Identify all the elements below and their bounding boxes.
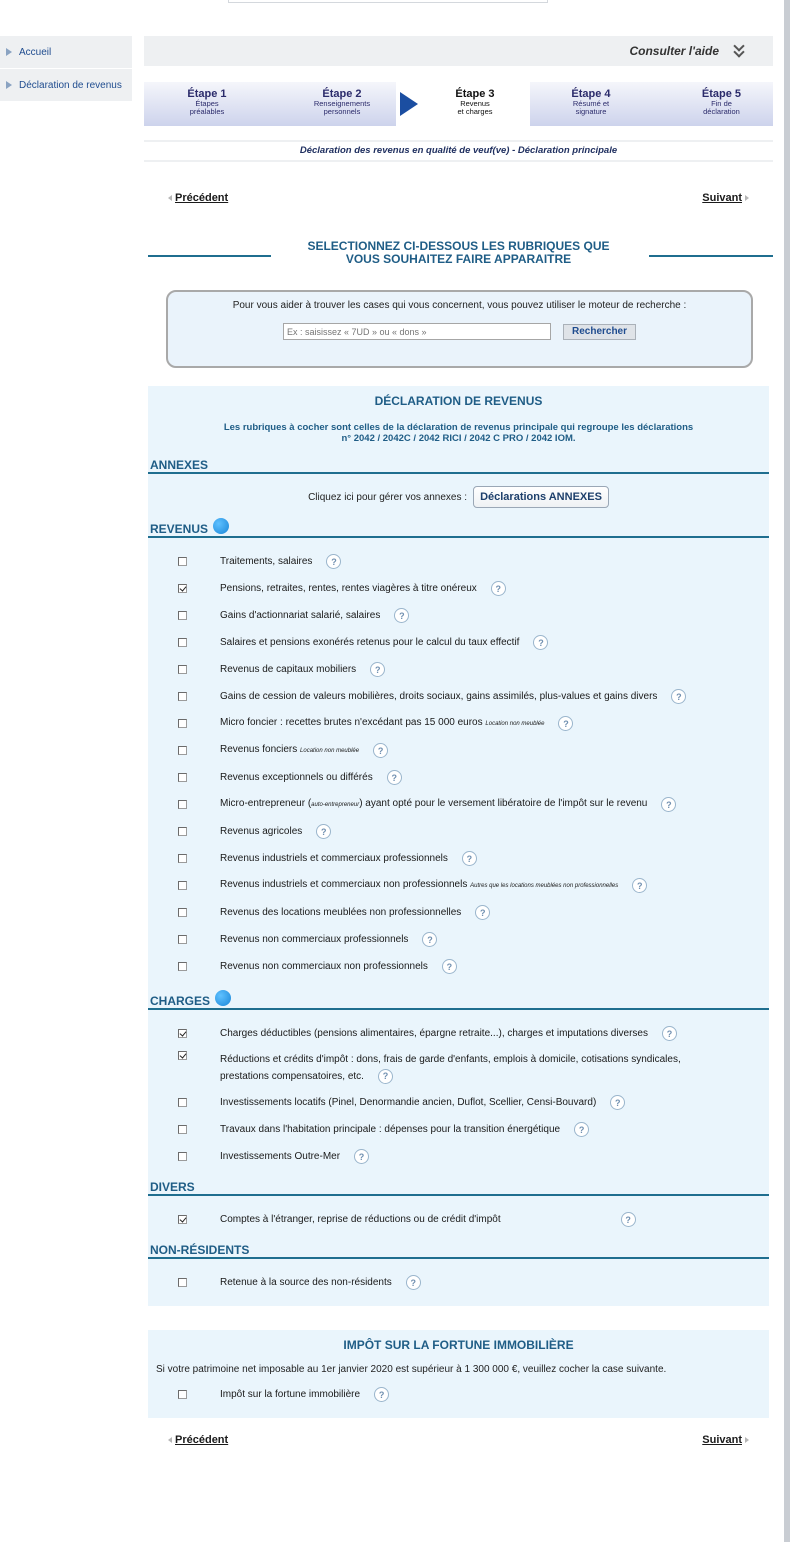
help-bar [144,36,773,66]
divider [148,255,271,257]
help-question-icon[interactable]: ? [373,743,388,758]
rubrique-label-text: Investissements Outre-Mer [220,1151,341,1162]
help-question-icon[interactable]: ? [394,608,409,623]
rubrique-label-note: Autres que les locations meublées non professionnelles [470,883,619,889]
checkbox-row [148,1206,769,1233]
scrollbar[interactable] [784,0,790,1542]
checkbox-row [148,1116,769,1143]
annexes-text: Cliquez ici pour gérer vos annexes : [308,491,468,503]
select-title-line1: SELECTIONNEZ CI-DESSOUS LES RUBRIQUES QUE [307,239,610,253]
revenus-title: REVENUS [150,522,209,536]
rubrique-label-text: Revenus non commerciaux professionnels [220,934,409,945]
nav-item-label: Accueil [19,46,52,58]
rubrique-checkbox[interactable] [178,935,187,944]
help-question-icon[interactable]: ? [354,1149,369,1164]
help-question-icon[interactable]: ? [374,1387,389,1402]
checkbox-row [148,737,769,764]
ifi-label-text: Impôt sur la fortune immobilière [220,1389,361,1400]
info-bubble-icon[interactable] [213,518,229,534]
rubrique-label-text: Pensions, retraites, rentes, rentes viagères à titre onéreux [220,583,477,594]
checkbox-row [148,1269,769,1296]
rubrique-checkbox[interactable] [178,584,187,593]
ifi-label [220,1386,360,1403]
search-box [166,290,753,368]
rubrique-label-small: auto-entrepreneur [311,802,360,808]
next-link[interactable] [702,1434,749,1446]
declaration-description [148,422,769,444]
rubrique-label-text: Traitements, salaires [220,556,313,567]
nav-item-accueil[interactable] [0,36,132,68]
rubrique-label-text: Investissements locatifs (Pinel, Denormandie ancien, Duflot, Scellier, Censi-Bouvard) [220,1097,597,1108]
rubrique-label [220,1121,560,1138]
rubrique-label [220,580,477,597]
select-title [144,240,773,270]
rubrique-checkbox[interactable] [178,1215,187,1224]
help-question-icon[interactable]: ? [370,662,385,677]
annexes-heading [148,458,769,474]
rubrique-label-text: Revenus fonciers [220,744,298,755]
next-label: Suivant [702,1434,742,1446]
rubrique-checkbox[interactable] [178,1029,187,1038]
rubrique-label [220,1211,501,1228]
step-subtitle: préalables [189,107,225,116]
charges-heading [148,994,769,1010]
help-question-icon[interactable]: ? [574,1122,589,1137]
rubrique-label [220,795,647,814]
declaration-title: DÉCLARATION DE REVENUS [374,394,543,408]
revenus-section [148,522,769,990]
help-question-icon[interactable]: ? [406,1275,421,1290]
rubrique-label [220,634,519,651]
rubrique-checkbox[interactable] [178,665,187,674]
rubrique-label-text: Salaires et pensions exonérés retenus pour le calcul du taux effectif [220,637,520,648]
help-question-icon[interactable]: ? [662,1026,677,1041]
checkbox-row [148,845,769,872]
checkbox-row [148,818,769,845]
rubrique-checkbox[interactable] [178,746,187,755]
triangle-left-icon [168,195,172,201]
step-title: Étape 5 [701,88,742,100]
checkbox-row [148,683,769,710]
rubrique-label [220,714,544,733]
previous-label: Précédent [175,192,229,204]
rubrique-checkbox[interactable] [178,773,187,782]
rubrique-label-part: ) ayant opté pour le versement libératoire de l'impôt sur le revenu [359,798,648,809]
rubrique-label-text: Revenus de capitaux mobiliers [220,664,357,675]
rubrique-label [220,1274,392,1291]
rubrique-checkbox[interactable] [178,908,187,917]
triangle-right-icon [745,1437,749,1443]
rubrique-checkbox[interactable] [178,827,187,836]
rubrique-label [220,1025,648,1042]
checkbox-row [148,548,769,575]
charges-title: CHARGES [150,994,211,1008]
help-question-icon[interactable]: ? [387,770,402,785]
annexes-row [148,486,769,508]
annexes-button[interactable]: Déclarations ANNEXES [473,486,609,508]
help-question-icon[interactable]: ? [491,581,506,596]
step-progress [144,82,773,126]
pager-bottom [144,1434,773,1450]
rubrique-label-line2: prestations compensatoires, etc. [220,1071,364,1082]
step-3-current [420,82,530,126]
rubrique-label [220,904,461,921]
rubrique-label [220,876,618,895]
non-residents-list [148,1259,769,1306]
checkbox-row [148,953,769,980]
rubrique-label-part: Micro-entrepreneur ( [220,798,312,809]
checkbox-row [148,791,769,818]
ifi-title: IMPÔT SUR LA FORTUNE IMMOBILIÈRE [343,1338,574,1352]
rubrique-checkbox[interactable] [178,719,187,728]
checkbox-row [148,629,769,656]
help-question-icon[interactable]: ? [378,1069,393,1084]
triangle-right-icon [745,195,749,201]
rubrique-checkbox[interactable] [178,1125,187,1134]
rubrique-checkbox[interactable] [178,557,187,566]
checkbox-row [148,926,769,953]
ifi-list [148,1375,769,1408]
rubrique-label-text: Revenus non commerciaux non professionnels [220,961,428,972]
checkbox-row [148,1143,769,1170]
nav-item-label: Déclaration de revenus [19,79,122,91]
step-title: Étape 4 [571,88,611,100]
triangle-right-icon [6,81,12,89]
rubrique-label [220,769,373,786]
info-bubble-icon[interactable] [215,990,231,1006]
checkbox-row [148,575,769,602]
checkbox-row [148,872,769,899]
step-title: Étape 1 [187,88,227,100]
select-title-line2: VOUS SOUHAITEZ FAIRE APPARAITRE [345,252,572,266]
previous-link[interactable] [168,1434,228,1446]
rubrique-checkbox[interactable] [178,638,187,647]
rubrique-label-text: Revenus exceptionnels ou différés [220,772,373,783]
checkbox-row [148,764,769,791]
step-title: Étape 3 [455,88,495,100]
help-question-icon[interactable]: ? [558,716,573,731]
rubrique-checkbox[interactable] [178,800,187,809]
next-label: Suivant [702,192,742,204]
help-question-icon[interactable]: ? [316,824,331,839]
divers-section [148,1180,769,1243]
rubrique-label-text: Gains de cession de valeurs mobilières, droits sociaux, gains assimilés, plus-values et gains divers [220,691,658,702]
rubrique-checkbox[interactable] [178,854,187,863]
rubrique-label-text: Micro foncier : recettes brutes n'excédant pas 15 000 euros [220,717,483,728]
rubrique-label [220,1148,340,1165]
previous-label: Précédent [175,1434,229,1446]
checkbox-row [148,899,769,926]
step-subtitle: Renseignements [313,99,371,108]
search-button[interactable]: Rechercher [563,324,636,340]
rubrique-checkbox[interactable] [178,1051,187,1060]
rubrique-label [220,1051,681,1085]
charges-list [148,1010,769,1180]
non-residents-section [148,1243,769,1306]
declaration-desc-line2: n° 2042 / 2042C / 2042 RICI / 2042 C PRO / 2042 IOM. [341,433,576,444]
declaration-panel [148,386,769,1306]
rubrique-label-text: Revenus des locations meublées non professionnelles [220,907,462,918]
help-question-icon[interactable]: ? [533,635,548,650]
help-question-icon[interactable]: ? [621,1212,636,1227]
help-question-icon[interactable]: ? [632,878,647,893]
rubrique-checkbox[interactable] [178,1098,187,1107]
step-subtitle: déclaration [703,107,740,116]
step-5 [652,82,773,126]
rubrique-label [220,607,380,624]
step-subtitle: et charges [457,107,493,116]
main-content [144,36,773,1450]
rubrique-checkbox[interactable] [178,611,187,620]
step-subtitle: Étapes [195,99,219,108]
help-question-icon[interactable]: ? [475,905,490,920]
current-step-arrow-icon [400,92,418,116]
rubrique-label [220,850,448,867]
annexes-title: ANNEXES [150,458,209,472]
help-question-icon[interactable]: ? [422,932,437,947]
triangle-left-icon [168,1437,172,1443]
step-4 [530,82,652,126]
step-title: Étape 2 [322,88,362,100]
step-subtitle: Revenus [460,99,490,108]
checkbox-row [148,710,769,737]
help-question-icon[interactable]: ? [462,851,477,866]
rubrique-label-text: Comptes à l'étranger, reprise de réductions ou de crédit d'impôt [220,1214,501,1225]
rubrique-checkbox[interactable] [178,692,187,701]
divers-heading [148,1180,769,1196]
help-question-icon[interactable]: ? [326,554,341,569]
rubrique-label [220,931,408,948]
checkbox-row [148,1047,769,1089]
help-question-icon[interactable]: ? [661,797,676,812]
declaration-banner: Déclaration des revenus en qualité de veuf(ve) - Déclaration principale [144,140,773,162]
search-input[interactable] [283,323,551,340]
rubrique-label-text: Gains d'actionnariat salarié, salaires [220,610,381,621]
help-question-icon[interactable]: ? [671,689,686,704]
step-2 [270,82,396,126]
help-question-icon[interactable]: ? [610,1095,625,1110]
search-row [168,323,751,340]
next-link[interactable] [702,192,749,204]
rubrique-label [220,553,312,570]
rubrique-label-text: Revenus industriels et commerciaux non professionnels [220,879,468,890]
revenus-heading [148,522,769,538]
rubrique-label [220,823,302,840]
nav-item-declaration[interactable] [0,69,132,101]
non-residents-title: NON-RÉSIDENTS [150,1243,250,1257]
rubrique-label-text: Charges déductibles (pensions alimentaires, épargne retraite...), charges et imputations diverses [220,1028,648,1039]
rubrique-checkbox[interactable] [178,1152,187,1161]
step-subtitle: personnels [323,107,361,116]
ifi-panel [148,1330,769,1418]
ifi-text: Si votre patrimoine net imposable au 1er janvier 2020 est supérieur à 1 300 000 €, veuillez cocher la case suivante. [156,1364,667,1375]
rubrique-label [220,688,657,705]
step-1 [144,82,270,126]
rubrique-label-line1: Réductions et crédits d'impôt : dons, frais de garde d'enfants, emplois à domicile, cotisations syndicales, [220,1054,681,1065]
top-tab-edge [228,0,548,3]
divider [649,255,773,257]
rubrique-checkbox[interactable] [178,1278,187,1287]
pager-top [144,192,773,208]
rubrique-label-text: Revenus industriels et commerciaux professionnels [220,853,448,864]
rubrique-checkbox[interactable] [178,881,187,890]
help-question-icon[interactable]: ? [442,959,457,974]
checkbox-row [148,1020,769,1047]
step-subtitle: Résumé et [572,99,610,108]
annexes-section [148,458,769,508]
rubrique-label-text: Revenus agricoles [220,826,303,837]
divers-list [148,1196,769,1243]
checkbox-row [148,1381,769,1408]
non-residents-heading [148,1243,769,1259]
checkbox-row [148,602,769,629]
previous-link[interactable] [168,192,228,204]
rubrique-label-text: Retenue à la source des non-résidents [220,1277,392,1288]
divers-title: DIVERS [150,1180,195,1194]
rubrique-label [220,958,428,975]
declaration-desc-line1: Les rubriques à cocher sont celles de la déclaration de revenus principale qui regroupe les déclarations [223,422,694,433]
double-chevron-down-icon[interactable] [733,44,747,58]
step-subtitle: signature [575,107,607,116]
rubrique-label [220,741,359,760]
charges-section [148,994,769,1180]
rubrique-label [220,1094,596,1111]
rubrique-checkbox[interactable] [178,962,187,971]
ifi-checkbox[interactable] [178,1390,187,1399]
rubrique-label-note: Location non meublée [485,721,545,727]
rubrique-label-note: Location non meublée [300,748,360,754]
revenus-list [148,538,769,990]
left-navigation [0,36,132,102]
step-subtitle: Fin de [711,99,732,108]
checkbox-row [148,656,769,683]
rubrique-label [220,661,356,678]
search-hint: Pour vous aider à trouver les cases qui vous concernent, vous pouvez utiliser le moteur de recherche : [232,300,687,311]
rubrique-label-text: Travaux dans l'habitation principale : dépenses pour la transition énergétique [220,1124,561,1135]
help-link[interactable]: Consulter l'aide [629,44,719,58]
checkbox-row [148,1089,769,1116]
triangle-right-icon [6,48,12,56]
